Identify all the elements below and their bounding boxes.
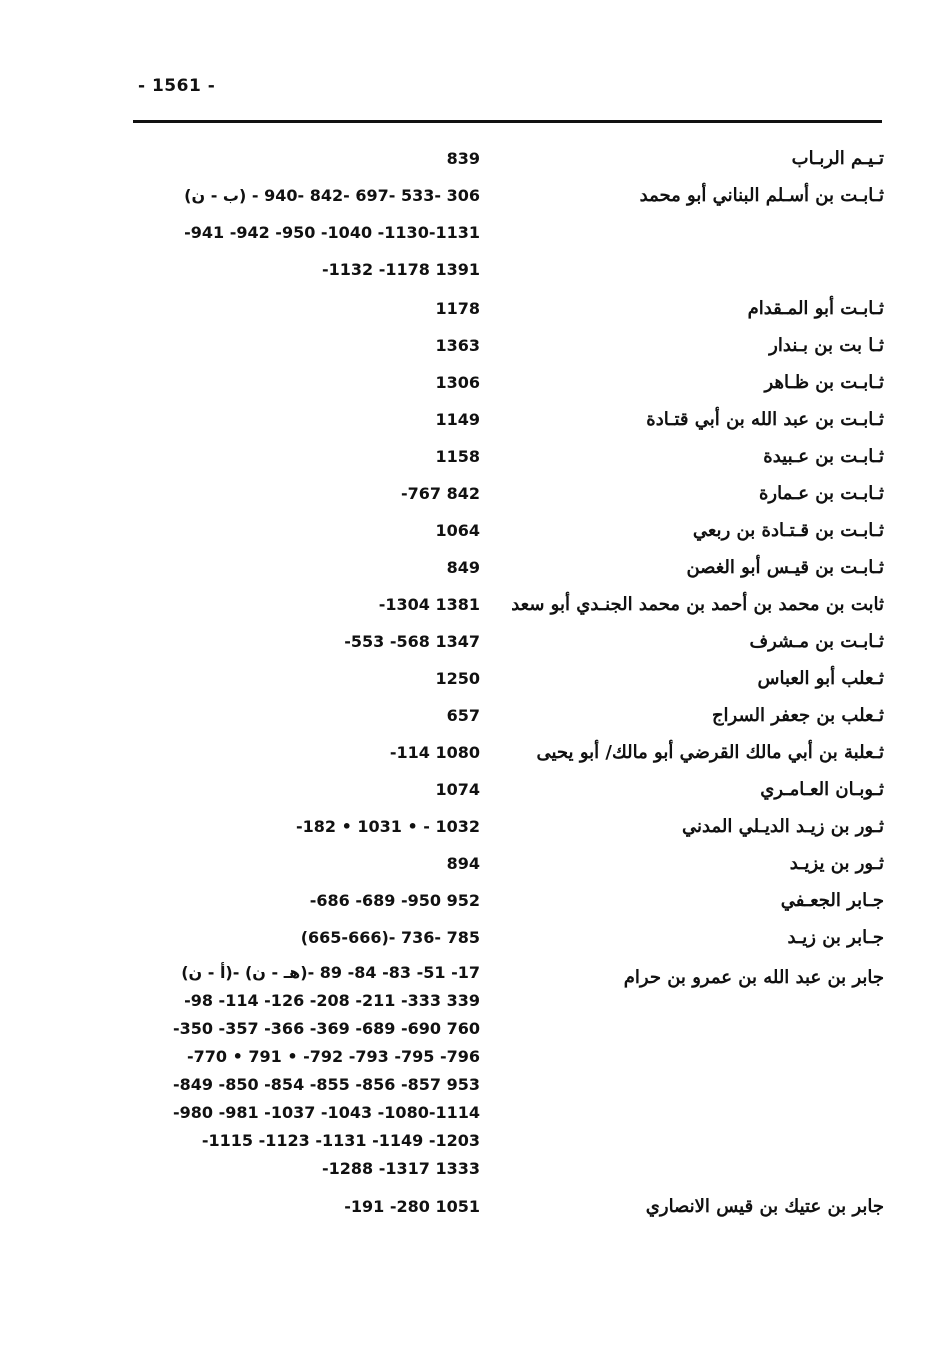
- entry-refs: [435, 364, 480, 401]
- ref-line: (665-666)- 736- 785: [300, 928, 480, 947]
- entry-name: جـابر الجعـفي: [780, 890, 884, 911]
- entry-name: ثـابـت أبو المـقدام: [747, 298, 884, 319]
- ref-line: 894: [446, 854, 480, 873]
- entry-name: ثابت بن محمد بن أحمد بن محمد الجنـدي أبو سعد: [511, 594, 884, 615]
- ref-line: 1306: [435, 373, 480, 392]
- entry-name: تـيـم الربـاب: [791, 148, 884, 169]
- entry-refs: [435, 660, 480, 697]
- entry-name: ثـور بن يزيـد: [789, 853, 884, 874]
- ref-line: (أ - ن)- (هـ - ن)- 17- 51- 83- 84- 89: [181, 963, 480, 982]
- entry-name: ثـابـت بن عبد الله بن أبي قتـادة: [646, 409, 884, 430]
- ref-line: -191 -280 1051: [344, 1197, 480, 1216]
- ref-line: -1115 -1123 -1131 -1149 -1203: [201, 1131, 480, 1150]
- ref-line: 1158: [435, 447, 480, 466]
- ref-line: 1074: [435, 780, 480, 799]
- ref-line: -553 -568 1347: [344, 632, 480, 651]
- entry-name: جـابر بن زيـد: [787, 927, 884, 948]
- entry-name: ثـابـت بن عـمارة: [759, 483, 884, 504]
- entry-refs: [344, 1188, 480, 1225]
- entry-name: ثـابـت بن مـشرف: [749, 631, 884, 652]
- entry-name: ثـعلبة بن أبي مالك القرضي أبو مالك/ أبو يحيى: [536, 742, 884, 763]
- ref-line: -849 -850 -854 -855 -856 -857 953: [172, 1075, 480, 1094]
- entry-refs: [310, 882, 480, 919]
- entry-refs: [296, 808, 480, 845]
- ref-line: 1064: [435, 521, 480, 540]
- page-number: - 1561 -: [138, 76, 216, 96]
- entry-refs: [447, 140, 480, 177]
- entry-refs: [435, 327, 480, 364]
- ref-line: 1363: [435, 336, 480, 355]
- ref-line: -767 842: [400, 484, 480, 503]
- ref-line: -686 -689 -950 952: [309, 891, 480, 910]
- entry-name: ثـا بت بن بـندار: [769, 335, 884, 356]
- entry-name: ثـور بن زيـد الديـلي المدني: [681, 816, 884, 837]
- ref-line: 657: [446, 706, 480, 725]
- entry-name: ثـعلب أبو العباس: [757, 668, 884, 689]
- entry-refs: [344, 623, 480, 660]
- entry-refs: [447, 549, 480, 586]
- entry-name: ثـابـت بن أسـلم البناني أبو محمد: [639, 185, 884, 206]
- entry-name: جابر بن عتيك بن قيس الانصاري: [645, 1196, 884, 1217]
- entry-refs: [447, 845, 480, 882]
- entry-refs: [184, 177, 480, 288]
- entry-refs: [301, 919, 480, 956]
- entry-refs: [435, 438, 480, 475]
- entry-refs: [173, 959, 480, 1183]
- entry-refs: [435, 290, 480, 327]
- ref-line: 849: [446, 558, 480, 577]
- entry-refs: [447, 697, 480, 734]
- entry-refs: [401, 475, 480, 512]
- ref-line: -114 1080: [389, 743, 480, 762]
- entry-refs: [435, 401, 480, 438]
- entry-refs: [435, 771, 480, 808]
- header-rule: [133, 120, 882, 123]
- entry-name: جابر بن عبد الله بن عمرو بن حرام: [623, 967, 884, 988]
- entry-refs: [435, 512, 480, 549]
- ref-line: -98 -114 -126 -208 -211 -333 339: [184, 991, 480, 1010]
- ref-line: -350 -357 -366 -369 -689 -690 760: [172, 1019, 480, 1038]
- ref-line: -1288 -1317 1333: [321, 1159, 480, 1178]
- ref-line: 839: [446, 149, 480, 168]
- entry-name: ثـعلب بن جعفر السراج: [711, 705, 884, 726]
- ref-line: (ب - ن) - 306 -533 -697 -842 -940: [184, 186, 480, 205]
- entry-refs: [390, 734, 480, 771]
- ref-line: 1178: [435, 299, 480, 318]
- ref-line: -941 -942 -950 -1040 -1130-1131: [184, 223, 480, 242]
- entry-name: ثـابـت بن عـبيدة: [763, 446, 884, 467]
- entry-name: ثـابـت بن قـتـادة بن ربعي: [692, 520, 884, 541]
- ref-line: -182 • 1031 • - 1032: [295, 817, 480, 836]
- ref-line: -770 • 791 • -792 -793 -795 -796: [186, 1047, 480, 1066]
- entry-name: ثـابـت بن ظـاهر: [764, 372, 884, 393]
- ref-line: 1149: [435, 410, 480, 429]
- ref-line: -1132 -1178 1391: [321, 260, 480, 279]
- ref-line: 1250: [435, 669, 480, 688]
- entry-name: ثـابـت بن قيـس أبو الغصن: [686, 557, 884, 578]
- entry-name: ثـوبـان العـامـري: [760, 779, 884, 800]
- ref-line: -1304 1381: [378, 595, 480, 614]
- entry-refs: [379, 586, 480, 623]
- ref-line: -980 -981 -1037 -1043 -1080-1114: [172, 1103, 480, 1122]
